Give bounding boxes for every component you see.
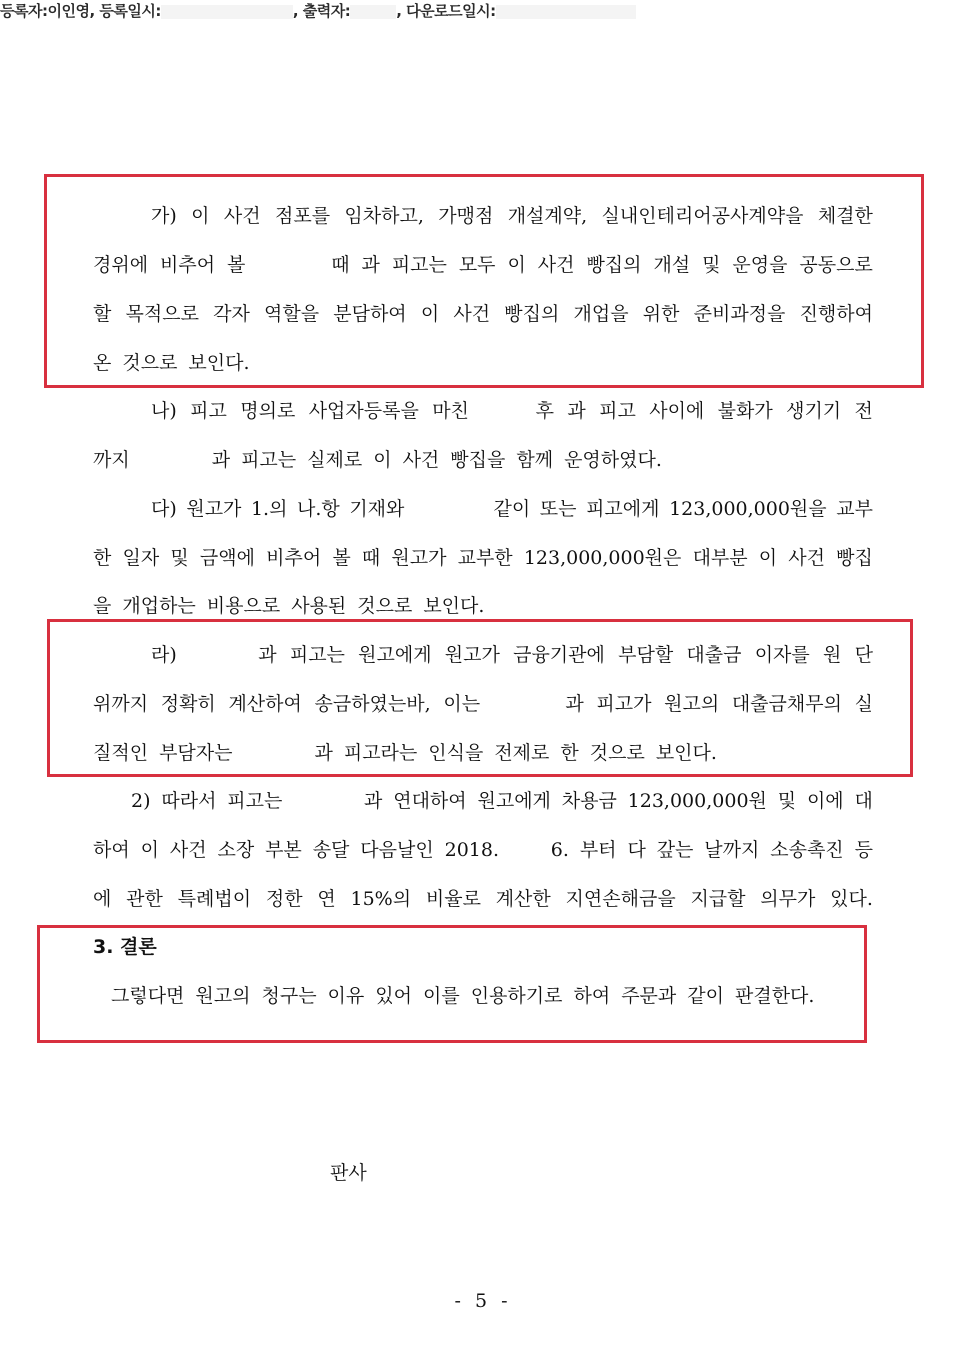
word: 점포를 bbox=[274, 205, 331, 227]
word: 비용으로 bbox=[206, 595, 281, 617]
word: 각자 bbox=[213, 303, 250, 325]
word: 및 bbox=[702, 254, 721, 276]
word: 과 bbox=[567, 400, 586, 422]
word: 보인다. bbox=[655, 742, 717, 764]
word: 과 bbox=[361, 254, 380, 276]
word: 단 bbox=[854, 644, 873, 666]
word: 6. bbox=[550, 839, 569, 861]
word: 지연손해금을 bbox=[565, 888, 676, 910]
redaction bbox=[141, 445, 201, 475]
word: 연 bbox=[317, 888, 336, 910]
word: 판결한다. bbox=[734, 985, 815, 1007]
word: 교부 bbox=[836, 498, 873, 520]
word: 다) bbox=[151, 498, 177, 520]
word: 체결한 bbox=[817, 205, 873, 227]
word: 분담하여 bbox=[333, 303, 407, 325]
word: 주문과 bbox=[621, 985, 677, 1007]
word: 실내인테리어공사계약을 bbox=[601, 205, 804, 227]
word: 일자 bbox=[122, 547, 160, 569]
word: 준비과정을 bbox=[693, 303, 786, 325]
word: 소장 bbox=[217, 839, 255, 861]
word: 청구는 bbox=[261, 985, 317, 1007]
redaction bbox=[496, 5, 636, 19]
word: 등 bbox=[854, 839, 873, 861]
word: 금액에 bbox=[199, 547, 255, 569]
header-printer: , 출력자: bbox=[292, 2, 351, 20]
redaction bbox=[161, 5, 293, 19]
word: 또는 bbox=[539, 498, 577, 520]
paragraph-line bbox=[93, 543, 873, 573]
word: 관한 bbox=[126, 888, 163, 910]
paragraph-line bbox=[93, 591, 873, 621]
word: 다 bbox=[627, 839, 646, 861]
word: 사건 bbox=[402, 449, 440, 471]
word: 원고의 bbox=[195, 985, 251, 1007]
word: 것으로 bbox=[122, 352, 178, 374]
word: 생기기 bbox=[786, 400, 842, 422]
word: 이 bbox=[420, 303, 440, 325]
section-heading: 3. 결론 bbox=[93, 936, 157, 958]
word: 피고는 bbox=[391, 254, 447, 276]
word: 모두 bbox=[458, 254, 496, 276]
word: 계산한 bbox=[495, 888, 551, 910]
paragraph-line bbox=[151, 640, 873, 670]
word: 정한 bbox=[265, 888, 303, 910]
redaction bbox=[510, 835, 540, 865]
word: 날까지 bbox=[704, 839, 760, 861]
paragraph-line bbox=[93, 299, 873, 329]
word: 따라서 bbox=[161, 790, 217, 812]
word: 다음날인 bbox=[360, 839, 434, 861]
word: 피고는 bbox=[289, 644, 345, 666]
paragraph-line bbox=[93, 835, 873, 865]
word: 마친 bbox=[432, 400, 469, 422]
word: 개설 bbox=[653, 254, 691, 276]
word: 이를 bbox=[422, 985, 460, 1007]
paragraph-line bbox=[151, 396, 873, 426]
word: 실 bbox=[854, 693, 873, 715]
word: 것으로 bbox=[357, 595, 413, 617]
word: 과 bbox=[314, 742, 333, 764]
word: 사업자등록을 bbox=[308, 400, 419, 422]
word: 볼 bbox=[332, 547, 351, 569]
word: 목적으로 bbox=[125, 303, 199, 325]
redaction bbox=[243, 738, 303, 768]
word: 15%의 bbox=[350, 888, 412, 910]
redaction bbox=[482, 396, 522, 426]
word: 사건 bbox=[788, 547, 826, 569]
word: 하여 bbox=[573, 985, 611, 1007]
word: 공동으로 bbox=[799, 254, 873, 276]
word: 2018. bbox=[444, 839, 500, 861]
word: 123,000,000원은 bbox=[523, 547, 682, 569]
word: 과 bbox=[258, 644, 277, 666]
word: 과 bbox=[211, 449, 231, 471]
word: 과 bbox=[364, 790, 383, 812]
word: 원고가 bbox=[391, 547, 447, 569]
word: 가맹점 bbox=[438, 205, 494, 227]
word: 것으로 bbox=[589, 742, 645, 764]
paragraph-line bbox=[93, 738, 873, 768]
word: 갚는 bbox=[656, 839, 694, 861]
word: 정확히 bbox=[160, 693, 216, 715]
word: 이 bbox=[373, 449, 392, 471]
word: 원고가 bbox=[444, 644, 500, 666]
word: 가) bbox=[151, 205, 177, 227]
word: 까지 bbox=[93, 449, 130, 471]
word: 피고가 bbox=[596, 693, 652, 715]
word: 교부한 bbox=[457, 547, 513, 569]
word: 실제로 bbox=[307, 449, 363, 471]
header-download: , 다운로드일시: bbox=[396, 2, 496, 20]
word: 한 bbox=[560, 742, 579, 764]
paragraph-line bbox=[131, 786, 873, 816]
word: 하여 bbox=[93, 839, 130, 861]
word: 원 bbox=[823, 644, 842, 666]
word: 원고에게 bbox=[477, 790, 551, 812]
word: 빵집의 bbox=[504, 303, 560, 325]
word: 비추어 bbox=[160, 254, 216, 276]
word: 위한 bbox=[642, 303, 680, 325]
word: 피고 bbox=[190, 400, 227, 422]
word: 소송촉진 bbox=[770, 839, 844, 861]
word: 기재와 bbox=[349, 498, 405, 520]
word: 명의로 bbox=[240, 400, 296, 422]
word: 과 bbox=[565, 693, 584, 715]
word: 대 bbox=[854, 790, 873, 812]
word: 및 bbox=[170, 547, 189, 569]
word: 차용금 bbox=[561, 790, 617, 812]
judge-label: 판사 bbox=[330, 1162, 367, 1184]
word: 이유 bbox=[327, 985, 365, 1007]
word: 후 bbox=[535, 400, 555, 422]
word: 볼 bbox=[227, 254, 246, 276]
word: 사건 bbox=[169, 839, 207, 861]
word: 이 bbox=[191, 205, 210, 227]
paragraph-line bbox=[151, 494, 873, 524]
word: 특례법이 bbox=[177, 888, 252, 910]
word: 송달 bbox=[312, 839, 350, 861]
word: 전제로 bbox=[494, 742, 550, 764]
word: 빵집의 bbox=[586, 254, 642, 276]
word: 계산하여 bbox=[228, 693, 302, 715]
word: 빵집 bbox=[836, 547, 873, 569]
word: 같이 bbox=[687, 985, 724, 1007]
redaction bbox=[350, 5, 396, 19]
conclusion-text bbox=[111, 981, 841, 1011]
redaction bbox=[190, 640, 245, 670]
word: 송금하였는바, bbox=[314, 693, 431, 715]
word: 이자를 bbox=[754, 644, 810, 666]
word: 나.항 bbox=[297, 498, 340, 520]
word: 123,000,000원을 bbox=[669, 498, 827, 520]
word: 원고가 bbox=[186, 498, 242, 520]
word: 피고는 bbox=[227, 790, 283, 812]
word: 원고에게 bbox=[358, 644, 432, 666]
word: 123,000,000원 bbox=[627, 790, 767, 812]
word: 인용하기로 bbox=[470, 985, 563, 1007]
word: 사건 bbox=[537, 254, 575, 276]
word: 이에 bbox=[806, 790, 844, 812]
word: 피고는 bbox=[241, 449, 297, 471]
word: 역할을 bbox=[264, 303, 320, 325]
word: 부본 bbox=[265, 839, 302, 861]
word: 사용된 bbox=[291, 595, 347, 617]
word: 피고 bbox=[599, 400, 636, 422]
redaction bbox=[493, 689, 553, 719]
word: 지급할 bbox=[690, 888, 746, 910]
word: 을 bbox=[93, 595, 112, 617]
word: 사건 bbox=[223, 205, 261, 227]
word: 에 bbox=[93, 888, 112, 910]
word: 개업하는 bbox=[122, 595, 196, 617]
word: 보인다. bbox=[423, 595, 485, 617]
redaction bbox=[293, 786, 353, 816]
word: 할 bbox=[93, 303, 112, 325]
word: 피고라는 bbox=[343, 742, 418, 764]
word: 1.의 bbox=[250, 498, 288, 520]
word: 사이에 bbox=[649, 400, 705, 422]
word: 그렇다면 bbox=[111, 985, 185, 1007]
paragraph-line bbox=[151, 201, 873, 231]
redaction bbox=[414, 494, 484, 524]
word: 때 bbox=[331, 254, 350, 276]
word: 함께 bbox=[516, 449, 554, 471]
word: 운영하였다. bbox=[564, 449, 662, 471]
word: 인식을 bbox=[428, 742, 484, 764]
redaction bbox=[257, 250, 319, 280]
word: 때 bbox=[361, 547, 381, 569]
word: 질적인 bbox=[93, 742, 149, 764]
word: 온 bbox=[93, 352, 112, 374]
paragraph-line bbox=[93, 445, 873, 475]
word: 진행하여 bbox=[799, 303, 873, 325]
word: 피고에게 bbox=[586, 498, 660, 520]
word: 의무가 bbox=[760, 888, 816, 910]
word: 부담자는 bbox=[159, 742, 233, 764]
word: 이 bbox=[758, 547, 778, 569]
word: 대출금 bbox=[686, 644, 742, 666]
word: 빵집을 bbox=[450, 449, 506, 471]
word: 운영을 bbox=[732, 254, 788, 276]
word: 대부분 bbox=[692, 547, 748, 569]
word: 개설계약, bbox=[507, 205, 588, 227]
word: 같이 bbox=[493, 498, 531, 520]
paragraph-line bbox=[93, 348, 873, 378]
word: 보인다. bbox=[188, 352, 250, 374]
word: 이 bbox=[507, 254, 526, 276]
word: 이는 bbox=[443, 693, 481, 715]
paragraph-line bbox=[93, 689, 873, 719]
word: 이 bbox=[140, 839, 159, 861]
word: 임차하고, bbox=[344, 205, 424, 227]
word: 개업을 bbox=[573, 303, 629, 325]
word: 사건 bbox=[453, 303, 491, 325]
word: 위까지 bbox=[93, 693, 149, 715]
word: 2) bbox=[131, 790, 151, 812]
word: 경위에 bbox=[93, 254, 149, 276]
word: 비추어 bbox=[266, 547, 322, 569]
word: 있어 bbox=[375, 985, 412, 1007]
word: 및 bbox=[777, 790, 797, 812]
word: 연대하여 bbox=[393, 790, 467, 812]
word: 비율로 bbox=[425, 888, 481, 910]
paragraph-line bbox=[93, 884, 873, 914]
paragraph-line bbox=[93, 250, 873, 280]
page-number: - 5 - bbox=[454, 1290, 512, 1312]
word: 있다. bbox=[830, 888, 873, 910]
word: 원고의 bbox=[664, 693, 720, 715]
word: 대출금채무의 bbox=[731, 693, 842, 715]
header-registrant: 등록자:이인영, 등록일시: bbox=[0, 2, 161, 20]
word: 부담할 bbox=[618, 644, 674, 666]
word: 나) bbox=[151, 400, 177, 422]
word: 불화가 bbox=[717, 400, 773, 422]
word: 전 bbox=[854, 400, 873, 422]
word: 부터 bbox=[579, 839, 617, 861]
word: 금융기관에 bbox=[513, 644, 605, 666]
document-header bbox=[0, 0, 636, 22]
word: 한 bbox=[93, 547, 112, 569]
word: 라) bbox=[151, 644, 177, 666]
